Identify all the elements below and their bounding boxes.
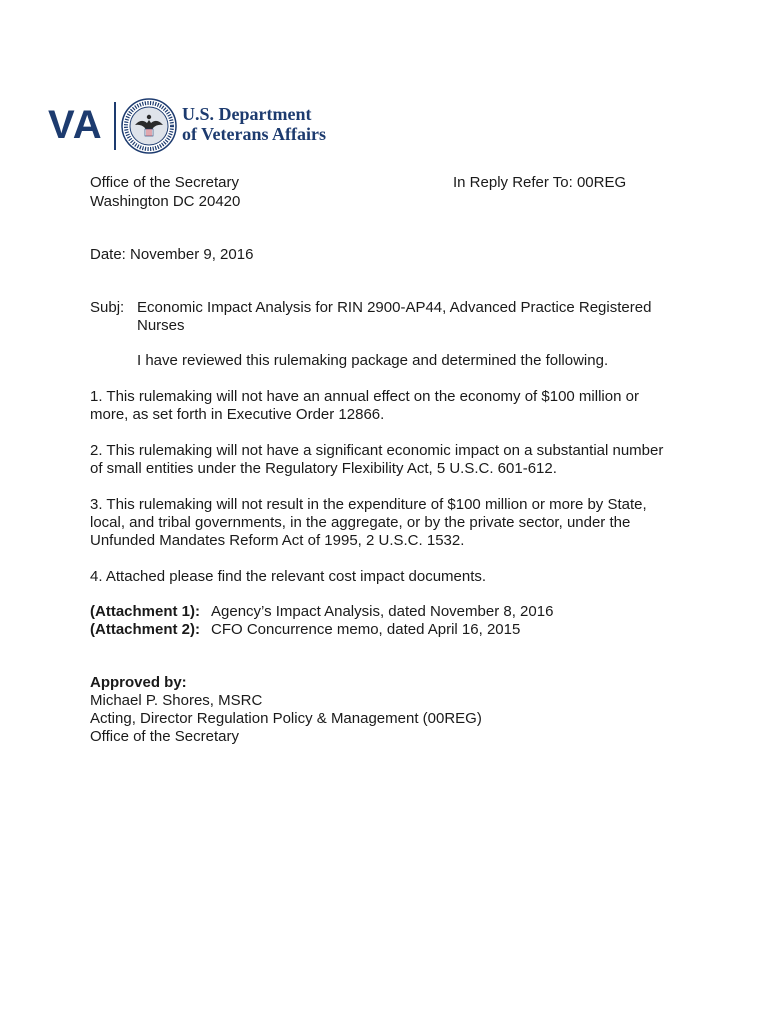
attachment-1-label: (Attachment 1): bbox=[90, 603, 201, 620]
approver-name: Michael P. Shores, MSRC bbox=[90, 692, 263, 709]
item-2-line-2: of small entities under the Regulatory Flexibility Act, 5 U.S.C. 601-612. bbox=[90, 460, 557, 477]
approver-title: Acting, Director Regulation Policy & Management (00REG) bbox=[90, 710, 482, 727]
item-3-line-1: 3. This rulemaking will not result in the expenditure of $100 million or more by State, bbox=[90, 496, 647, 513]
item-4-line-1: 4. Attached please find the relevant cost impact documents. bbox=[90, 568, 487, 585]
reply-reference: In Reply Refer To: 00REG bbox=[453, 174, 627, 191]
sender-city: Washington DC 20420 bbox=[90, 193, 241, 210]
logo-divider bbox=[114, 102, 116, 150]
sender-office: Office of the Secretary bbox=[90, 174, 239, 191]
item-3-line-2: local, and tribal governments, in the aggregate, or by the private sector, under the bbox=[90, 514, 631, 531]
item-2-line-1: 2. This rulemaking will not have a significant economic impact on a substantial number bbox=[90, 442, 664, 459]
item-1-line-2: more, as set forth in Executive Order 12866. bbox=[90, 406, 385, 423]
va-logo-letters: VA bbox=[48, 103, 103, 147]
department-line-2: of Veterans Affairs bbox=[182, 124, 326, 144]
va-seal-icon bbox=[121, 98, 177, 154]
attachment-1-text: Agency’s Impact Analysis, dated November 8, 2016 bbox=[211, 603, 554, 620]
attachment-2-text: CFO Concurrence memo, dated April 16, 2015 bbox=[211, 621, 521, 638]
letter-date: Date: November 9, 2016 bbox=[90, 246, 254, 263]
item-3-line-3: Unfunded Mandates Reform Act of 1995, 2 U.S.C. 1532. bbox=[90, 532, 465, 549]
department-line-1: U.S. Department bbox=[182, 104, 312, 124]
subject-line-2: Nurses bbox=[137, 317, 185, 334]
intro-paragraph: I have reviewed this rulemaking package and determined the following. bbox=[137, 352, 609, 369]
approver-office: Office of the Secretary bbox=[90, 728, 239, 745]
subject-label: Subj: bbox=[90, 299, 125, 316]
attachment-2-label: (Attachment 2): bbox=[90, 621, 201, 638]
approval-label: Approved by: bbox=[90, 674, 187, 691]
department-name bbox=[182, 104, 326, 144]
subject-line-1: Economic Impact Analysis for RIN 2900-AP44, Advanced Practice Registered bbox=[137, 299, 652, 316]
item-1-line-1: 1. This rulemaking will not have an annual effect on the economy of $100 million or bbox=[90, 388, 639, 405]
